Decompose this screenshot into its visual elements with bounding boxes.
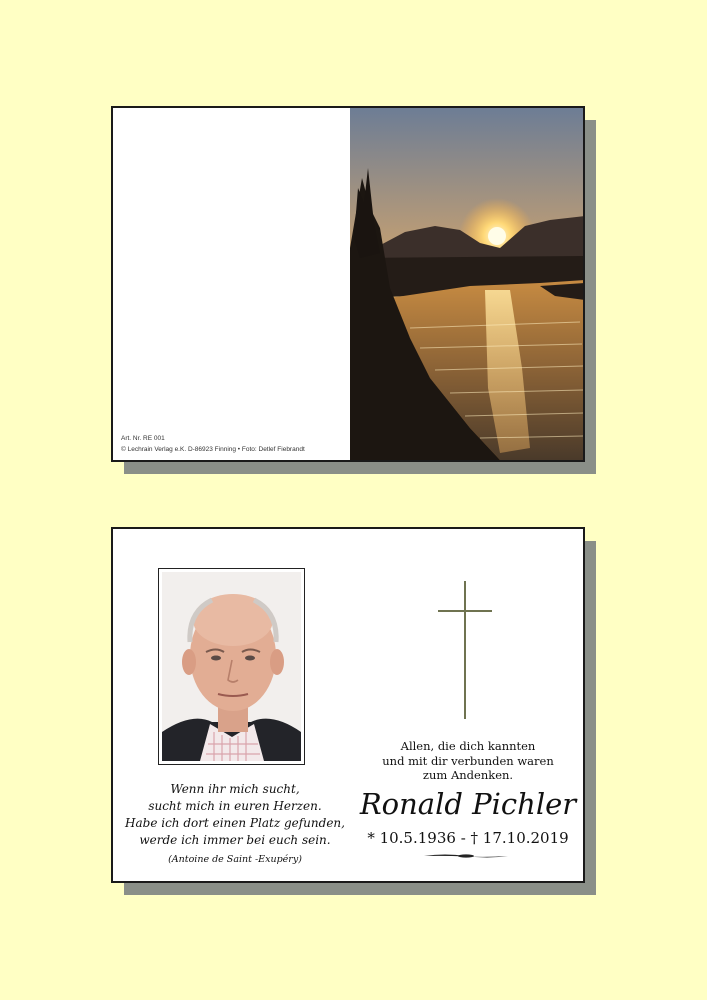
poem-source: (Antoine de Saint -Exupéry) — [168, 854, 302, 865]
life-dates: * 10.5.1936 - † 17.10.2019 — [367, 829, 569, 847]
memorial-poem — [125, 781, 345, 868]
dedication-line: Allen, die dich kannten — [400, 739, 536, 753]
card-outside — [111, 106, 585, 462]
deceased-name: Ronald Pichler — [359, 787, 577, 821]
card-back-page — [113, 108, 350, 460]
dedication-line: und mit dir verbunden waren — [382, 753, 554, 768]
poem-line: Wenn ihr mich sucht, — [170, 782, 300, 796]
copyright-credit: © Lechrain Verlag e.K. D-86923 Finning • Foto: Detlef Fiebrandt — [121, 446, 305, 453]
memorial-dedication — [368, 739, 568, 783]
dedication-line: zum Andenken. — [422, 768, 514, 782]
article-number: Art. Nr. RE 001 — [121, 435, 165, 442]
sunset-river-image — [350, 108, 585, 460]
sunset-photo — [350, 108, 583, 460]
poem-line: werde ich immer bei euch sein. — [139, 833, 331, 847]
portrait-photo — [158, 568, 305, 765]
cross-icon — [436, 581, 496, 721]
poem-line: Habe ich dort einen Platz gefunden, — [125, 816, 345, 830]
poem-line: sucht mich in euren Herzen. — [148, 799, 322, 813]
ornament-divider-icon — [424, 852, 508, 860]
card-inside — [111, 527, 585, 883]
portrait-image — [162, 572, 301, 761]
